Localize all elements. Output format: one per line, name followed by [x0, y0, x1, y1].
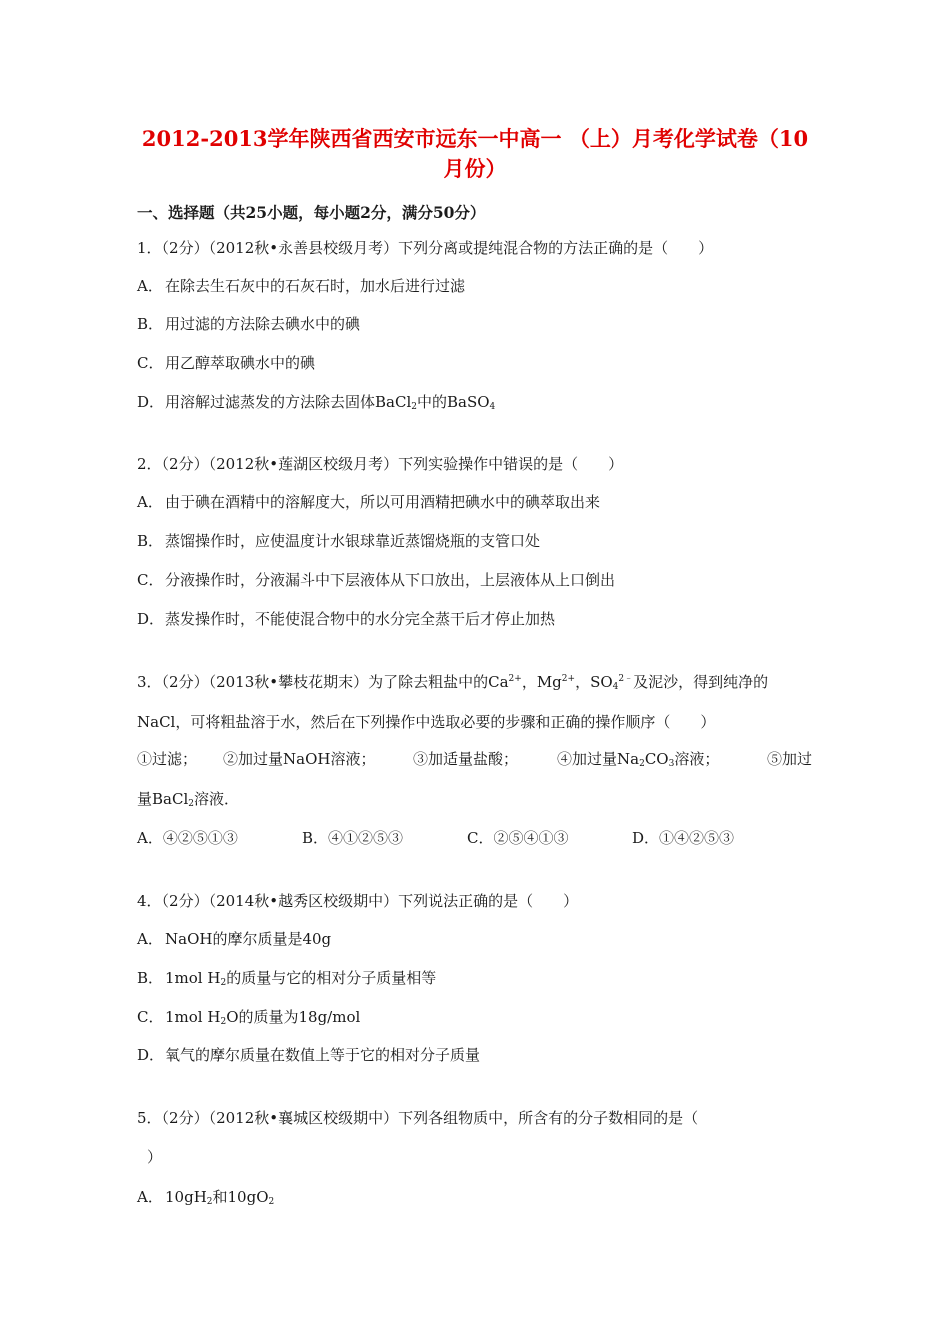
q3-stem-line-2: NaCl，可将粗盐溶于水，然后在下列操作中选取必要的步骤和正确的操作顺序（ ） — [137, 713, 716, 731]
q3-step-4-part-2: CO — [644, 750, 669, 768]
q2-option-b-text: 蒸馏操作时，应使温度计水银球靠近蒸馏烧瓶的支管口处 — [165, 532, 541, 550]
q3-stem-part-1: 3．（2分）（2013秋•攀枝花期末）为了除去粗盐中的Ca — [137, 673, 509, 691]
q1-option-a-text: 在除去生石灰中的石灰石时，加水后进行过滤 — [165, 277, 466, 295]
q1-option-d-label: D． — [137, 393, 165, 411]
q5-option-a — [137, 1186, 274, 1208]
q2-option-a-label: A． — [137, 493, 163, 511]
q1-option-d — [137, 391, 495, 413]
q5-option-a-sub-2: 2 — [268, 1197, 275, 1207]
q4-option-d — [137, 1044, 480, 1066]
q1-stem: 1．（2分）（2012秋•永善县校级月考）下列分离或提纯混合物的方法正确的是（ ） — [137, 239, 714, 257]
q4-option-c-label: C． — [137, 1008, 164, 1026]
q1-option-c — [137, 352, 315, 374]
q3-stem-part-2: ，Mg — [521, 673, 562, 691]
q3-step-4-part-3: 溶液； — [674, 750, 720, 768]
q5-option-a-text-1: 10gH — [165, 1188, 207, 1206]
q4-option-b-label: B． — [137, 969, 164, 987]
q3-step-3: ③加适量盐酸； — [413, 750, 519, 768]
q2-option-b — [137, 530, 540, 552]
q1-option-d-text-1: 用溶解过滤蒸发的方法除去固体BaCl — [165, 393, 412, 411]
q4-option-d-label: D． — [137, 1046, 165, 1064]
q3-line4-sub: 2 — [188, 799, 194, 809]
q3-stem-part-4: 及泥沙，得到纯净的 — [633, 673, 769, 691]
q2-option-a — [137, 491, 600, 513]
q3-option-d: D．①④②⑤③ — [632, 829, 735, 847]
q5-option-a-sub-1: 2 — [206, 1197, 213, 1207]
q3-option-b: B．④①②⑤③ — [302, 829, 404, 847]
q3-steps — [137, 748, 817, 770]
q3-step-5: ⑤加过 — [767, 750, 813, 768]
section-heading: 一、选择题（共25小题，每小题2分，满分50分） — [137, 203, 486, 222]
q1-option-d-sub-2: 4 — [489, 402, 496, 412]
q4-option-a — [137, 928, 331, 950]
q2-option-c — [137, 569, 615, 591]
q1-option-a — [137, 275, 465, 297]
q1-option-c-label: C． — [137, 354, 164, 372]
q4-option-c — [137, 1006, 360, 1028]
q4-option-b-text-1: 1mol H — [165, 969, 221, 987]
q5-option-a-text-2: 和10gO — [212, 1188, 269, 1206]
q3-line4-part-2: 溶液． — [193, 790, 239, 808]
q3-stem-line-4 — [137, 788, 239, 810]
q4-option-c-text-2: O的质量为18g/mol — [226, 1008, 361, 1026]
q3-option-a: A．④②⑤①③ — [137, 829, 238, 847]
q3-step-4-sub-2: 3 — [668, 759, 675, 769]
q3-so4-charge: 2﹣ — [618, 674, 634, 684]
q3-stem-part-3: ，SO — [575, 673, 613, 691]
q1-option-b-text: 用过滤的方法除去碘水中的碘 — [165, 315, 361, 333]
q3-line4-part-1: 量BaCl — [137, 790, 189, 808]
q3-step-1: ①过滤； — [137, 750, 198, 768]
q5-stem-close: ） — [147, 1148, 163, 1166]
q3-step-2: ②加过量NaOH溶液； — [223, 750, 376, 768]
q4-option-c-text-1: 1mol H — [165, 1008, 221, 1026]
q4-option-a-text: NaOH的摩尔质量是40g — [165, 930, 332, 948]
q3-step-4-sub-1: 2 — [639, 759, 645, 769]
q3-step-4-part-1: ④加过量Na — [557, 750, 640, 768]
title-line-2: 月份） — [443, 156, 507, 181]
q5-stem: 5．（2分）（2012秋•襄城区校级期中）下列各组物质中，所含有的分子数相同的是（ — [137, 1109, 699, 1127]
q2-option-a-text: 由于碘在酒精中的溶解度大，所以可用酒精把碘水中的碘萃取出来 — [165, 493, 601, 511]
q1-option-a-label: A． — [137, 277, 163, 295]
q2-option-c-label: C． — [137, 571, 164, 589]
exam-title — [110, 124, 840, 184]
q4-option-a-label: A． — [137, 930, 163, 948]
q3-ca-charge: 2+ — [508, 674, 522, 684]
q2-option-c-text: 分液操作时，分液漏斗中下层液体从下口放出，上层液体从上口倒出 — [165, 571, 616, 589]
q2-option-b-label: B． — [137, 532, 164, 550]
q3-step-4 — [557, 748, 719, 770]
q1-option-b — [137, 313, 360, 335]
q4-option-b — [137, 967, 436, 989]
q3-options — [137, 827, 777, 849]
q4-option-b-text-2: 的质量与它的相对分子质量相等 — [226, 969, 437, 987]
q1-option-b-label: B． — [137, 315, 164, 333]
q4-stem: 4．（2分）（2014秋•越秀区校级期中）下列说法正确的是（ ） — [137, 892, 579, 910]
q1-option-c-text: 用乙醇萃取碘水中的碘 — [165, 354, 316, 372]
q1-option-d-text-2: 中的BaSO — [416, 393, 490, 411]
q2-stem: 2．（2分）（2012秋•莲湖区校级月考）下列实验操作中错误的是（ ） — [137, 455, 624, 473]
q4-option-d-text: 氧气的摩尔质量在数值上等于它的相对分子质量 — [165, 1046, 481, 1064]
q3-option-c: C．②⑤④①③ — [467, 829, 569, 847]
q2-option-d-label: D． — [137, 610, 165, 628]
q3-mg-charge: 2+ — [561, 674, 576, 684]
q1-option-d-sub-1: 2 — [411, 402, 417, 412]
q4-option-c-sub: 2 — [220, 1017, 227, 1027]
q2-option-d-text: 蒸发操作时，不能使混合物中的水分完全蒸干后才停止加热 — [165, 610, 556, 628]
title-line-1: 2012-2013学年陕西省西安市远东一中高一 （上）月考化学试卷（10 — [141, 126, 809, 151]
q3-stem — [137, 671, 768, 693]
q3-so4-subscript: 4 — [612, 682, 619, 692]
q2-option-d — [137, 608, 555, 630]
q5-option-a-label: A． — [137, 1188, 163, 1206]
q4-option-b-sub: 2 — [220, 978, 227, 988]
